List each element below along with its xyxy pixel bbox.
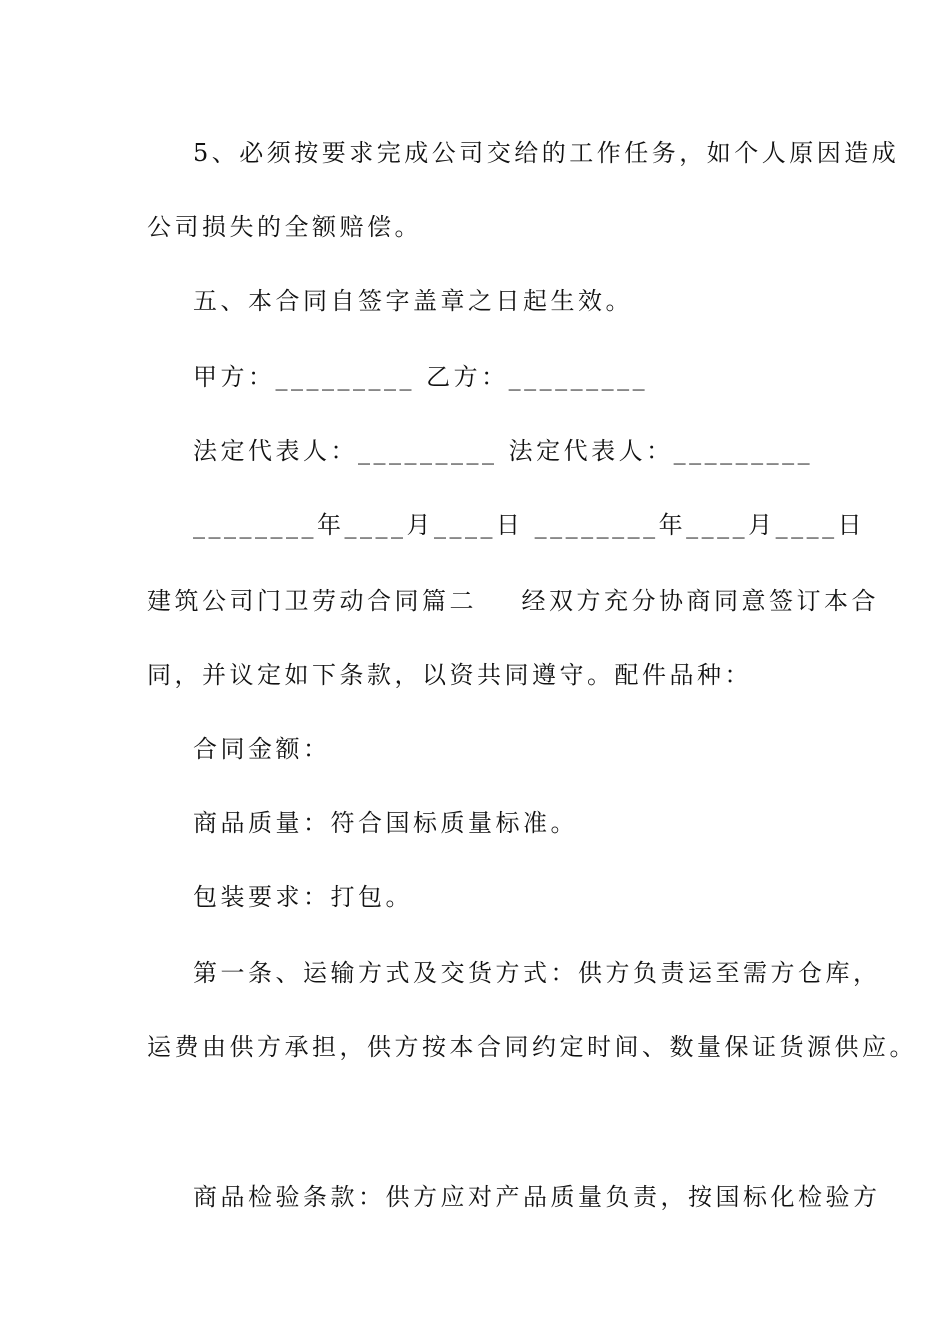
party-signature-line: 甲方：_________ 乙方：_________ bbox=[193, 363, 649, 391]
article-one-line-2: 运费由供方承担，供方按本合同约定时间、数量保证货源供应。 bbox=[147, 1033, 917, 1061]
clause-5-line-1: 5、必须按要求完成公司交给的工作任务，如个人原因造成 bbox=[193, 139, 900, 167]
section-two-line-2: 同，并议定如下条款，以资共同遵守。配件品种： bbox=[147, 661, 752, 689]
date-line: ________年____月____日 ________年____月____日 bbox=[193, 511, 866, 539]
contract-amount-line: 合同金额： bbox=[193, 735, 331, 763]
clause-5-line-2: 公司损失的全额赔偿。 bbox=[147, 213, 422, 241]
inspection-clause-line: 商品检验条款：供方应对产品质量负责，按国标化检验方 bbox=[193, 1183, 881, 1211]
packaging-line: 包装要求：打包。 bbox=[193, 883, 413, 911]
product-quality-line: 商品质量：符合国标质量标准。 bbox=[193, 809, 578, 837]
effective-clause: 五、本合同自签字盖章之日起生效。 bbox=[193, 287, 633, 315]
section-two-heading-line: 建筑公司门卫劳动合同篇二 经双方充分协商同意签订本合 bbox=[147, 587, 880, 615]
legal-representative-line: 法定代表人：_________ 法定代表人：_________ bbox=[193, 437, 814, 465]
article-one-line-1: 第一条、运输方式及交货方式：供方负责运至需方仓库， bbox=[193, 959, 881, 987]
